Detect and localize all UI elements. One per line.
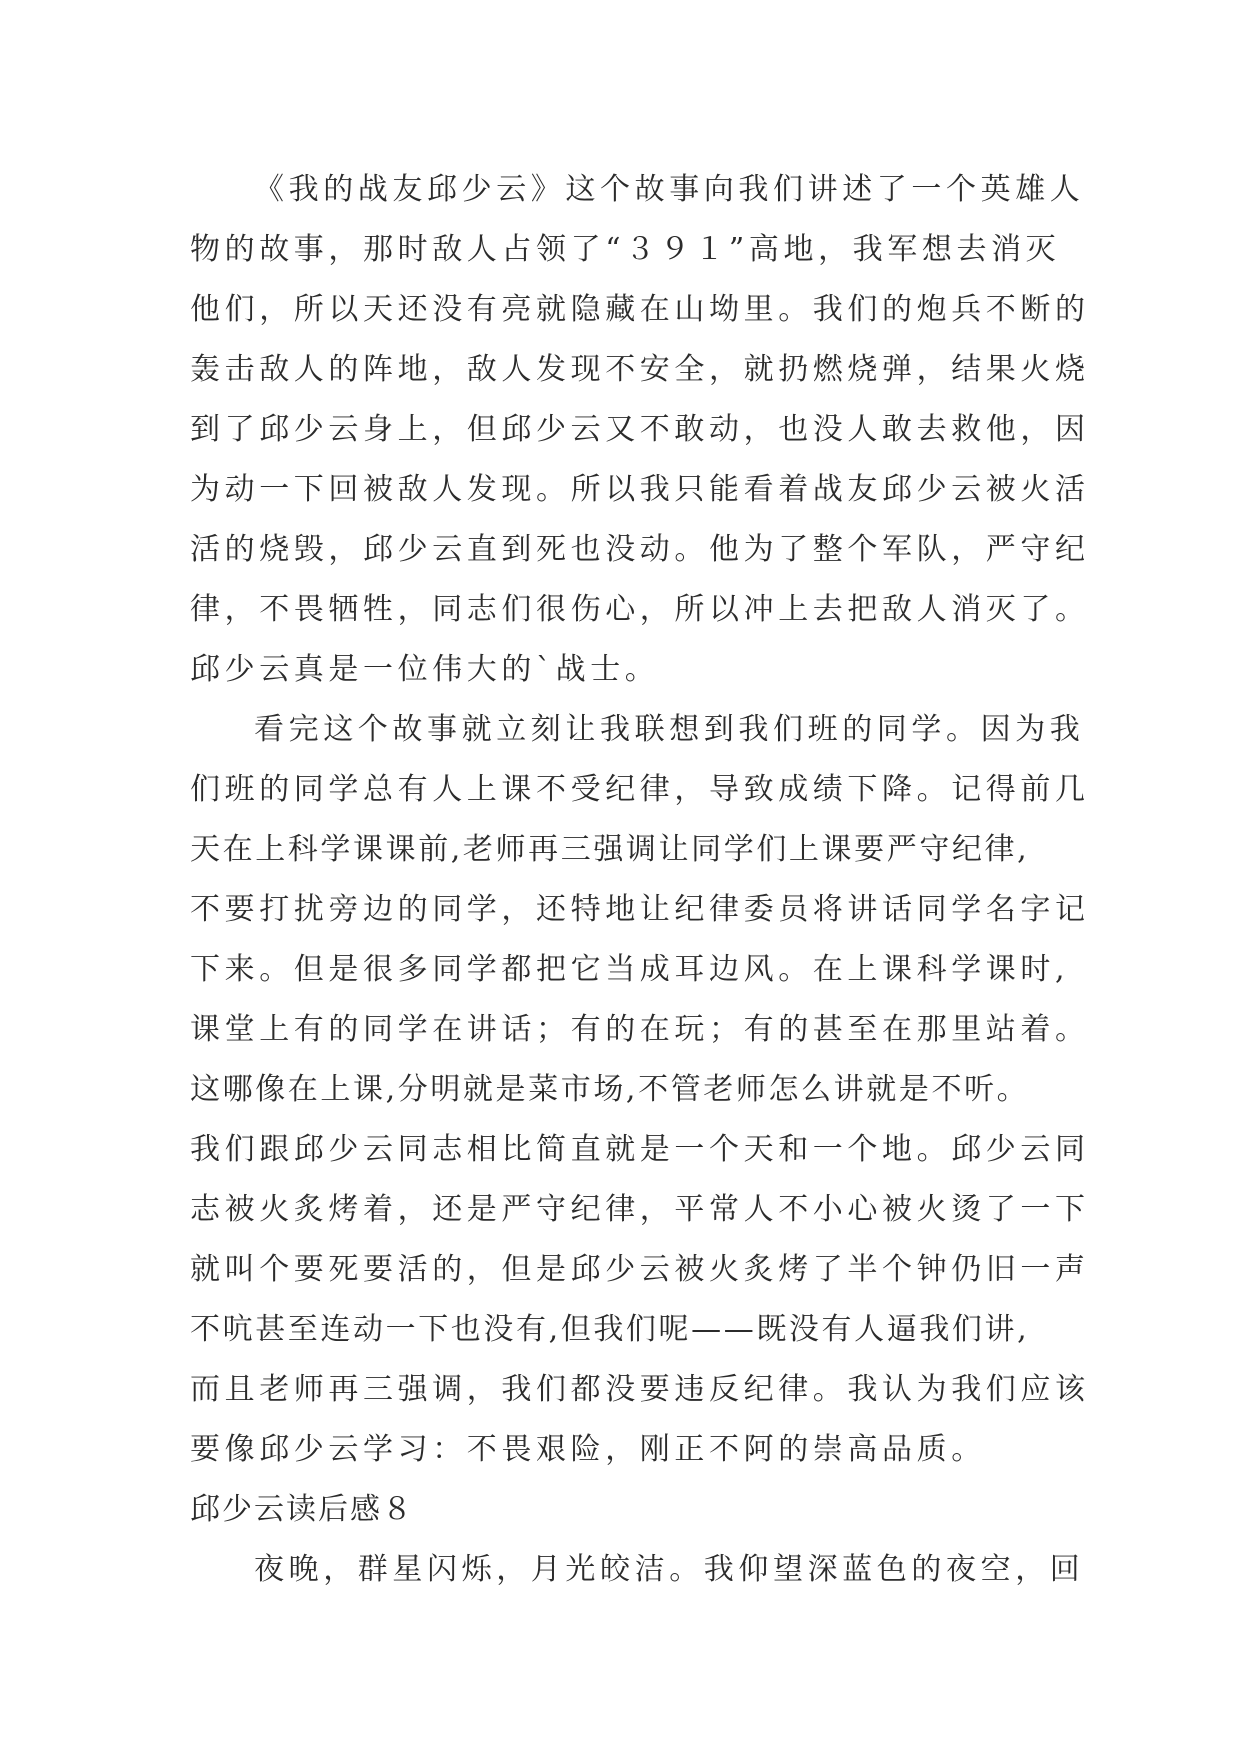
text-line-15: 课堂上有的同学在讲话；有的在玩；有的甚至在那里站着。	[190, 1012, 1090, 1047]
text-line-16: 这哪像在上课,分明就是菜市场,不管老师怎么讲就是不听。	[190, 1072, 1030, 1107]
text-line-2: 物的故事，那时敌人占领了“３９１”高地，我军想去消灭	[190, 232, 1061, 267]
text-line-12: 天在上科学课课前,老师再三强调让同学们上课要严守纪律,	[190, 832, 1030, 867]
text-line-22: 要像邱少云学习：不畏艰险，刚正不阿的崇高品质。	[190, 1432, 986, 1467]
text-line-18: 志被火炙烤着，还是严守纪律，平常人不小心被火烫了一下	[190, 1192, 1090, 1227]
text-line-14: 下来。但是很多同学都把它当成耳边风。在上课科学课时,	[190, 952, 1070, 987]
essay-body	[190, 160, 1090, 1600]
text-line-1: 《我的战友邱少云》这个故事向我们讲述了一个英雄人	[254, 172, 1085, 207]
text-line-6: 为动一下回被敌人发现。所以我只能看着战友邱少云被火活	[190, 472, 1090, 507]
text-line-17: 我们跟邱少云同志相比简直就是一个天和一个地。邱少云同	[190, 1132, 1090, 1167]
text-line-5: 到了邱少云身上，但邱少云又不敢动，也没人敢去救他，因	[190, 412, 1090, 447]
text-line-4: 轰击敌人的阵地，敌人发现不安全，就扔燃烧弹，结果火烧	[190, 352, 1090, 387]
text-line-19: 就叫个要死要活的，但是邱少云被火炙烤了半个钟仍旧一声	[190, 1252, 1090, 1287]
text-line-10: 看完这个故事就立刻让我联想到我们班的同学。因为我	[254, 712, 1085, 747]
text-line-20: 不吭甚至连动一下也没有,但我们呢——既没有人逼我们讲,	[190, 1312, 1030, 1347]
text-line-7: 活的烧毁，邱少云直到死也没动。他为了整个军队，严守纪	[190, 532, 1090, 567]
text-line-11: 们班的同学总有人上课不受纪律，导致成绩下降。记得前几	[190, 772, 1090, 807]
section-heading: 邱少云读后感８	[190, 1492, 414, 1527]
text-line-8: 律，不畏牺牲，同志们很伤心，所以冲上去把敌人消灭了。	[190, 592, 1090, 627]
text-line-3: 他们，所以天还没有亮就隐藏在山坳里。我们的炮兵不断的	[190, 292, 1090, 327]
text-line-24: 夜晚，群星闪烁，月光皎洁。我仰望深蓝色的夜空，回	[254, 1552, 1085, 1587]
text-line-13: 不要打扰旁边的同学，还特地让纪律委员将讲话同学名字记	[190, 892, 1090, 927]
text-line-21: 而且老师再三强调，我们都没要违反纪律。我认为我们应该	[190, 1372, 1090, 1407]
text-line-9: 邱少云真是一位伟大的`战士。	[190, 652, 660, 687]
